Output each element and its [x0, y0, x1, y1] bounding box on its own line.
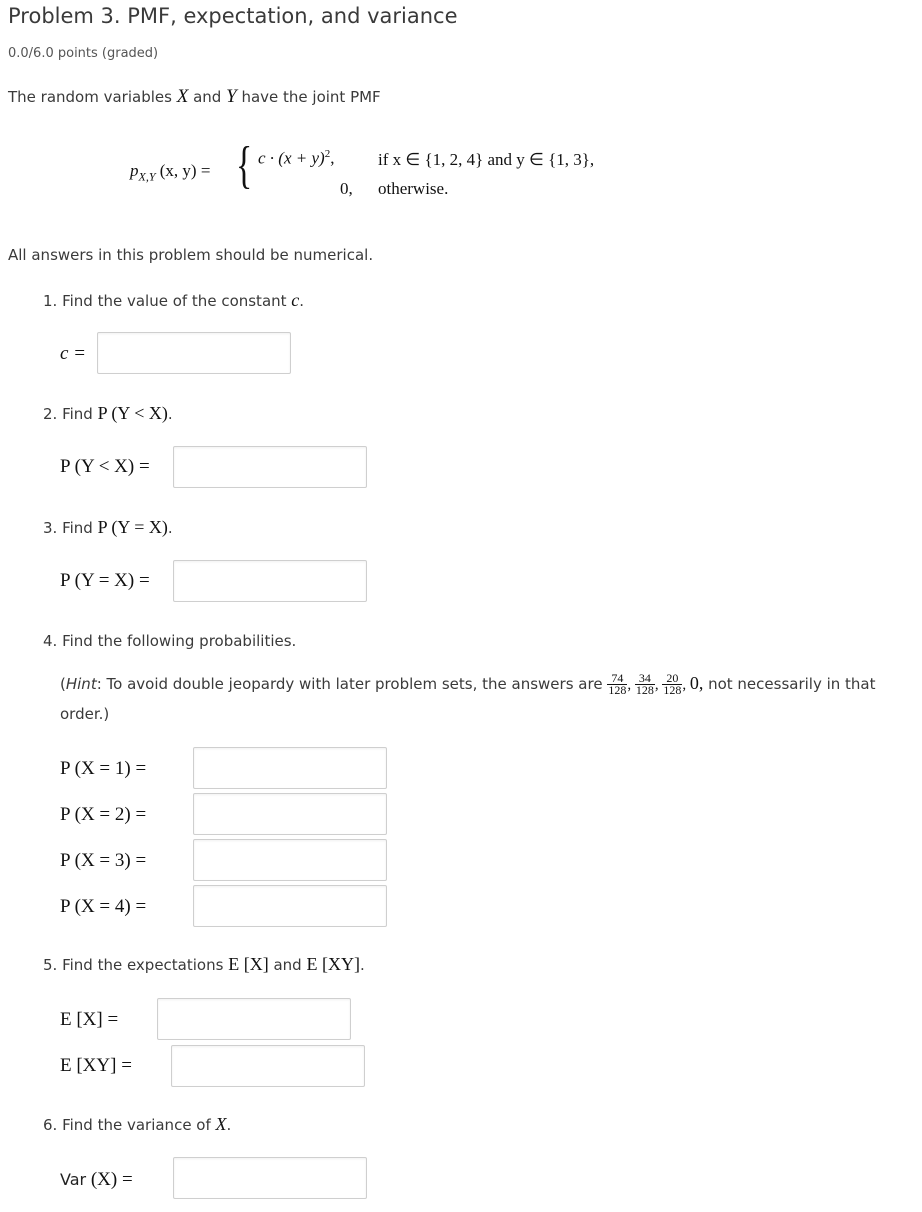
- c-label: c =: [60, 343, 87, 364]
- fraction-34-128: $\frac{34}{128}$: [635, 671, 654, 697]
- var-x-label: Var (X) =: [60, 1169, 133, 1190]
- p-x-1-label: P (X = 1) =: [60, 758, 147, 779]
- question-2-prompt: 2. Find P (Y < X).: [43, 403, 173, 423]
- question-1-prompt: 1. Find the value of the constant c.: [43, 290, 305, 310]
- question-5-prompt: 5. Find the expectations E [X] and E [XY].: [43, 954, 365, 974]
- e-xy-input[interactable]: [171, 1045, 365, 1087]
- c-answer-input[interactable]: [97, 332, 291, 374]
- fraction-74-128: $\frac{74}{128}$: [608, 671, 627, 697]
- pmf-case2-expr: 0,: [340, 179, 353, 198]
- question-3-prompt: 3. Find P (Y = X).: [43, 517, 173, 537]
- points-status: 0.0/6.0 points (graded): [8, 46, 159, 61]
- fraction-20-128: $\frac{20}{128}$: [663, 671, 682, 697]
- p-x-4-label: P (X = 4) =: [60, 896, 147, 917]
- numerical-note: All answers in this problem should be numerical.: [8, 246, 374, 264]
- p-x-2-label: P (X = 2) =: [60, 804, 147, 825]
- p-y-equals-x-label: P (Y = X) =: [60, 570, 150, 591]
- p-y-less-x-label: P (Y < X) =: [60, 456, 150, 477]
- pmf-lhs: $p_{X,Y}$ (x, y) =: [130, 161, 211, 184]
- p-y-less-x-input[interactable]: [173, 446, 367, 488]
- intro-text: The random variables X and Y have the joint PMF: [8, 86, 381, 107]
- problem-title: Problem 3. PMF, expectation, and variance: [8, 4, 458, 28]
- p-x-3-label: P (X = 3) =: [60, 850, 147, 871]
- pmf-case1-expr: $c \cdot (x + y)^2$,: [258, 148, 335, 168]
- e-xy-label: E [XY] =: [60, 1055, 132, 1076]
- p-y-equals-x-input[interactable]: [173, 560, 367, 602]
- pmf-case1-condition: if x ∈ {1, 2, 4} and y ∈ {1, 3},: [378, 150, 595, 169]
- pmf-brace: {: [236, 137, 253, 194]
- p-x-3-input[interactable]: [193, 839, 387, 881]
- e-x-input[interactable]: [157, 998, 351, 1040]
- hint-text-end: order.): [60, 705, 110, 723]
- e-x-label: E [X] =: [60, 1009, 119, 1030]
- question-6-prompt: 6. Find the variance of X.: [43, 1114, 232, 1134]
- p-x-4-input[interactable]: [193, 885, 387, 927]
- question-4-prompt: 4. Find the following probabilities.: [43, 632, 297, 650]
- p-x-2-input[interactable]: [193, 793, 387, 835]
- hint-text: (Hint: To avoid double jeopardy with later problem sets, the answers are $\frac{74}{128}$ , $\frac{34}{128}$ , $\frac{20}{128}$ , 0, not necessarily in that: [60, 671, 876, 697]
- var-x-input[interactable]: [173, 1157, 367, 1199]
- p-x-1-input[interactable]: [193, 747, 387, 789]
- pmf-case2-condition: otherwise.: [378, 179, 449, 198]
